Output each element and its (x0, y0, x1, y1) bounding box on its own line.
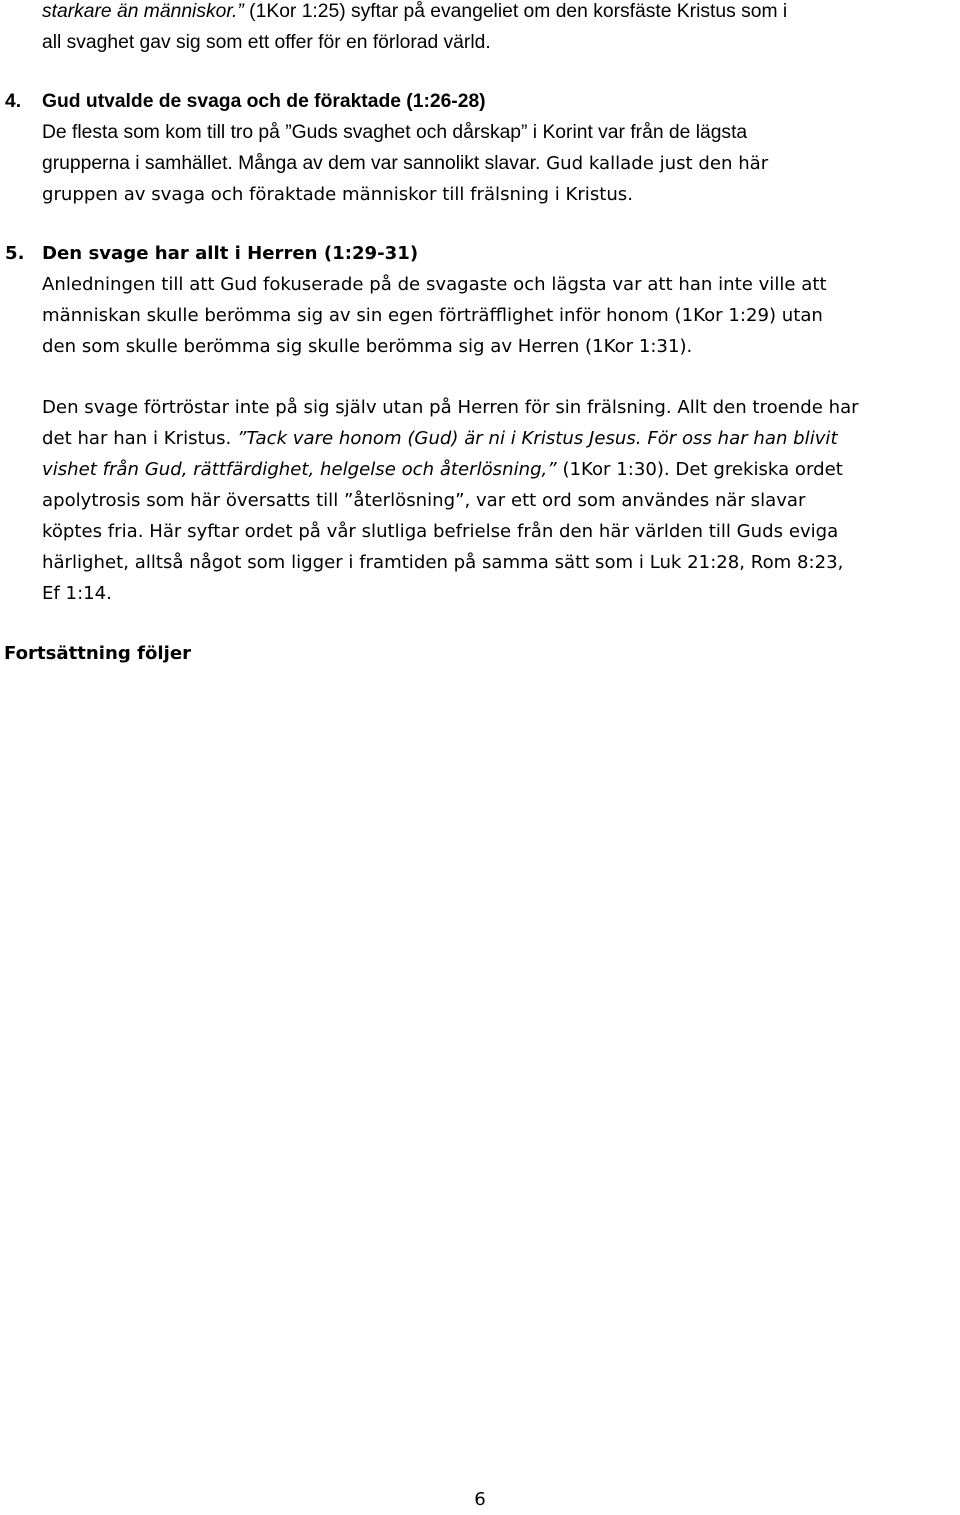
intro-line-1-rest: (1Kor 1:25) syftar på evangeliet om den korsfäste Kristus som i (243, 1, 788, 22)
section-4-line-2-a: grupperna i samhället. Många av dem var sannolikt slavar. (42, 153, 541, 174)
section-5-p2-line-3 (42, 454, 843, 485)
section-5-p2-quote-start: ”Tack vare honom (Gud) är ni i Kristus Jesus. För oss har han blivit (237, 428, 838, 449)
section-5-heading (5, 238, 419, 269)
section-5-p2-line-3-b: (1Kor 1:30). Det grekiska ordet (556, 459, 843, 480)
section-4-heading (5, 86, 486, 117)
section-5-p2-line-6: härlighet, alltså något som ligger i framtiden på samma sätt som i Luk 21:28, Rom 8:23, (42, 552, 844, 573)
section-5-p2-quote-end: vishet från Gud, rättfärdighet, helgelse och återlösning,” (42, 459, 557, 480)
intro-line-2: all svaghet gav sig som ett offer för en förlorad värld. (42, 32, 491, 53)
section-5-p2-line-7: Ef 1:14. (42, 583, 112, 604)
section-5-title: Den svage har allt i Herren (1:29-31) (42, 243, 419, 264)
section-5-p1-line-2: människan skulle berömma sig av sin egen förträfflighet inför honom (1Kor 1:29) utan (42, 305, 823, 326)
section-5-p1-line-3: den som skulle berömma sig skulle berömma sig av Herren (1Kor 1:31). (42, 336, 693, 357)
section-5-p2-line-4: apolytrosis som här översatts till ”återlösning”, var ett ord som användes när slavar (42, 490, 806, 511)
section-5-p2-line-2-a: det har han i Kristus. (42, 428, 238, 449)
section-5-p1-line-1: Anledningen till att Gud fokuserade på de svagaste och lägsta var att han inte ville att (42, 274, 827, 295)
intro-quote-end: starkare än människor.” (42, 1, 244, 22)
continuation-heading: Fortsättning följer (4, 643, 192, 664)
section-5-number: 5. (5, 243, 25, 264)
section-4-line-2-b: Gud kallade just den här (540, 153, 769, 174)
section-4-line-2 (42, 148, 768, 179)
section-4-line-3: gruppen av svaga och föraktade människor till frälsning i Kristus. (42, 184, 633, 205)
section-5-p2-line-5: köptes fria. Här syftar ordet på vår slutliga befrielse från den här världen till Guds eviga (42, 521, 839, 542)
section-4-line-1: De flesta som kom till tro på ”Guds svaghet och dårskap” i Korint var från de lägsta (42, 122, 748, 143)
section-4-number: 4. (5, 91, 22, 112)
section-5-p2-line-2 (42, 423, 838, 454)
page-number: 6 (474, 1489, 486, 1510)
intro-line-1 (42, 0, 787, 27)
section-4-title: Gud utvalde de svaga och de föraktade (1:26-28) (42, 91, 486, 112)
section-5-p2-line-1: Den svage förtröstar inte på sig själv utan på Herren för sin frälsning. Allt den troende har (42, 397, 859, 418)
